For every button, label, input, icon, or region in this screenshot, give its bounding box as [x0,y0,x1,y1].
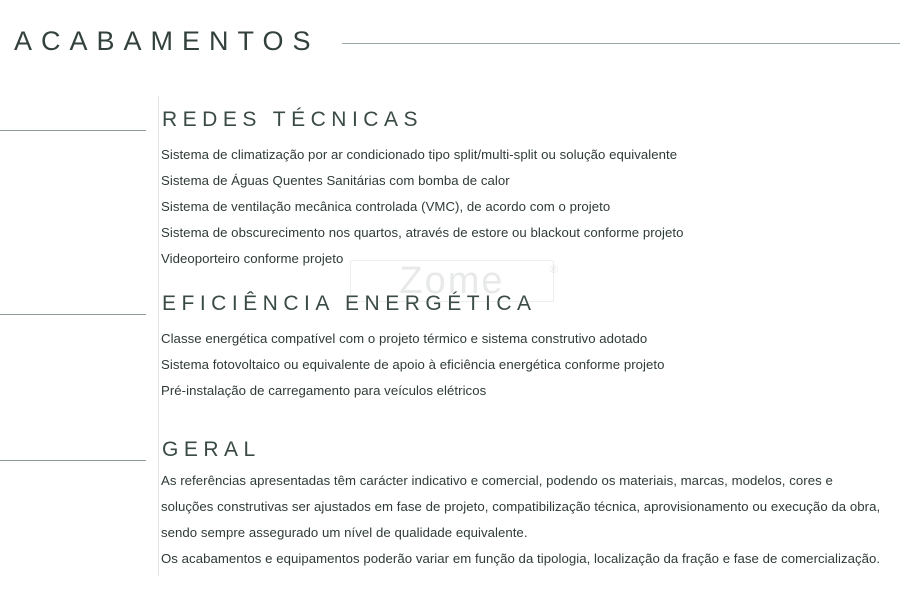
list-item: Sistema de climatização por ar condicionado tipo split/multi-split ou solução equivalente [161,147,678,162]
paragraph: As referências apresentadas têm carácter indicativo e comercial, podendo os materiais, marcas, modelos, cores e soluções construtivas ser ajustados em fase de projeto, compatibilização técnica, aprovisionamento ou execução da obra, sendo sempre assegurado um nível de qualidade equivalente. [161,473,881,540]
section-rule [0,130,146,131]
paragraph: Os acabamentos e equipamentos poderão variar em função da tipologia, localização da fração e fase de comercialização. [161,551,881,566]
section-heading-eficiencia: EFICIÊNCIA ENERGÉTICA [162,292,537,315]
title-divider [342,43,900,44]
list-item: Pré-instalação de carregamento para veículos elétricos [161,383,487,398]
list-item: Sistema de Águas Quentes Sanitárias com bomba de calor [161,173,510,188]
section-body-geral [161,468,881,572]
list-item: Classe energética compatível com o projeto térmico e sistema construtivo adotado [161,331,648,346]
watermark-registered-mark: ® [549,264,558,276]
list-item: Sistema de obscurecimento nos quartos, através de estore ou blackout conforme projeto [161,225,684,240]
section-rule [0,314,146,315]
section-heading-redes: REDES TÉCNICAS [162,108,423,131]
list-item: Sistema de ventilação mecânica controlada (VMC), de acordo com o projeto [161,199,611,214]
page-title: ACABAMENTOS [14,25,320,56]
section-body-redes [161,142,881,272]
vertical-guide [158,96,159,576]
page-title-row [0,18,900,64]
section-body-eficiencia [161,326,881,404]
section-rule [0,460,146,461]
list-item: Sistema fotovoltaico ou equivalente de apoio à eficiência energética conforme projeto [161,357,665,372]
list-item: Videoporteiro conforme projeto [161,251,344,266]
watermark-text: Zome [399,259,505,302]
section-heading-geral: GERAL [162,438,261,461]
